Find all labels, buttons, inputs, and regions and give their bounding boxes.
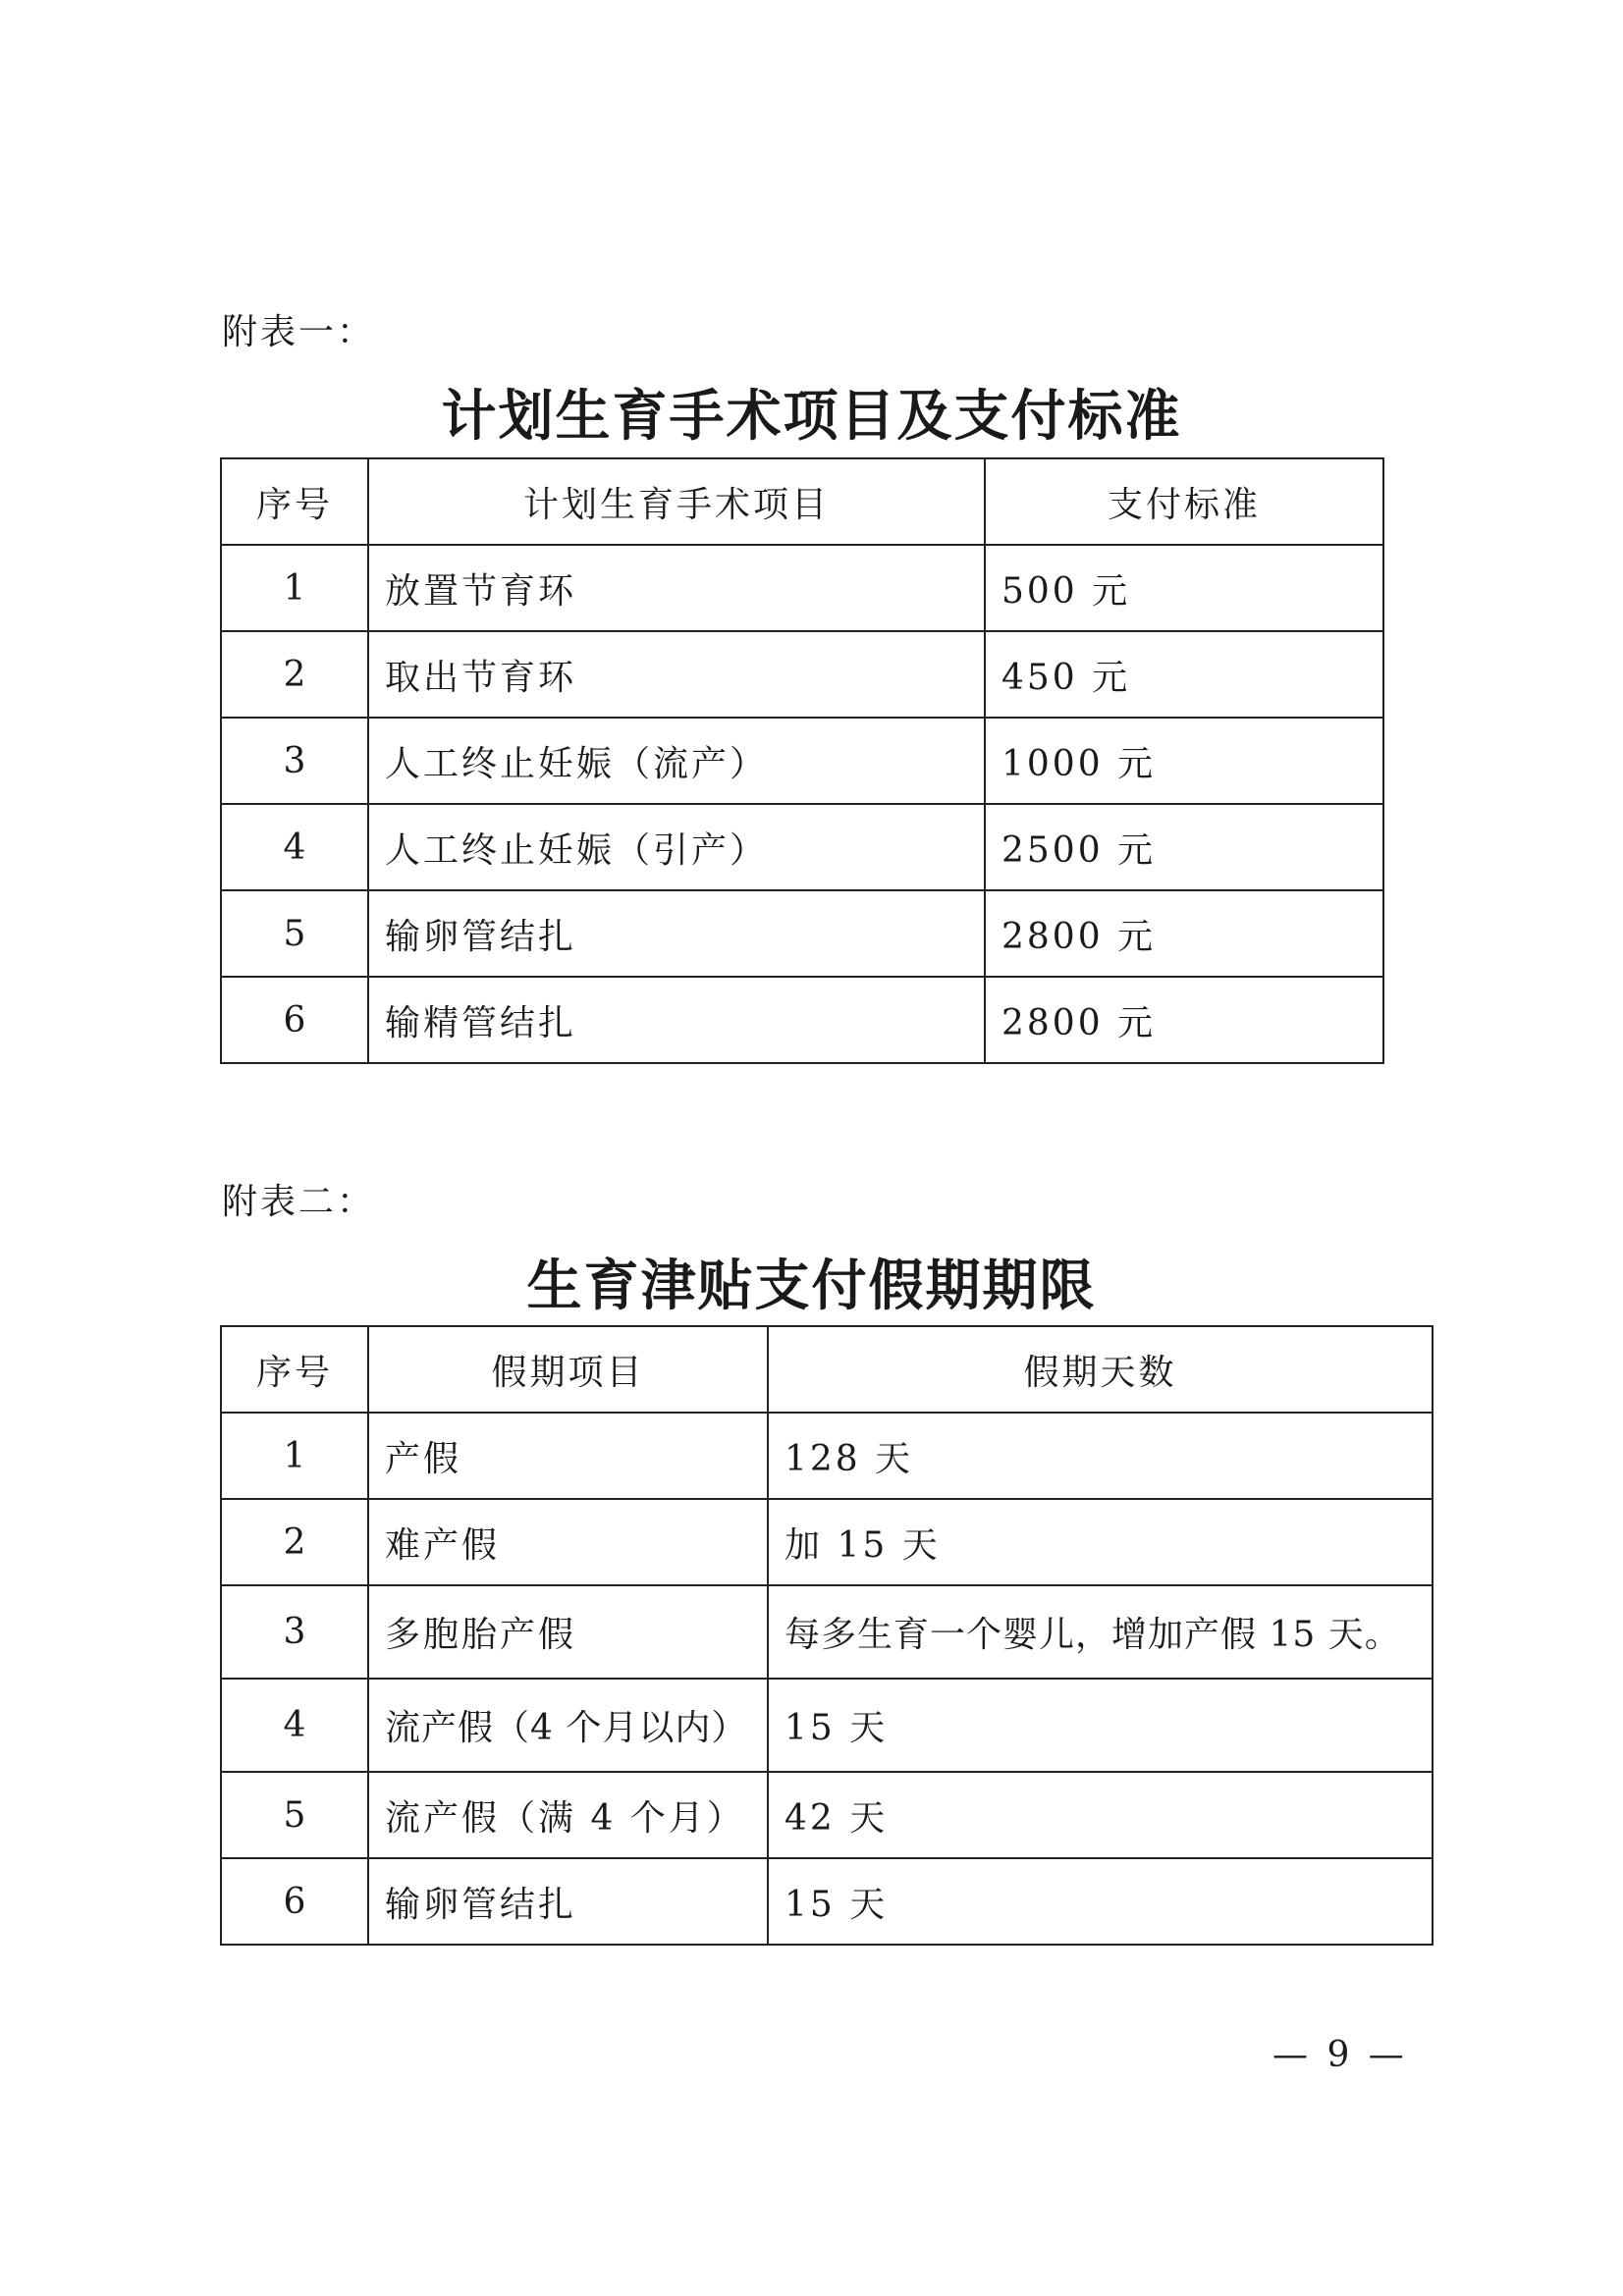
table-row: [221, 718, 1383, 804]
header-index: 序号: [221, 458, 368, 545]
row-index: 4: [221, 804, 368, 890]
table-row: [221, 1413, 1433, 1499]
row-index: 1: [221, 1413, 368, 1499]
row-item: 取出节育环: [368, 631, 985, 718]
row-value: 15 天: [768, 1858, 1433, 1945]
row-item: 输精管结扎: [368, 977, 985, 1063]
row-value: 2500 元: [985, 804, 1383, 890]
row-value: 128 天: [768, 1413, 1433, 1499]
row-item: 输卵管结扎: [368, 890, 985, 977]
row-index: 2: [221, 1499, 368, 1585]
row-item: 输卵管结扎: [368, 1858, 768, 1945]
table-row: [221, 1499, 1433, 1585]
row-index: 5: [221, 890, 368, 977]
row-item: 难产假: [368, 1499, 768, 1585]
table1-label: 附表一：: [222, 312, 376, 352]
table-row: [221, 890, 1383, 977]
table-row: [221, 977, 1383, 1063]
table-row: [221, 1858, 1433, 1945]
row-index: 5: [221, 1772, 368, 1858]
table-row: [221, 545, 1383, 631]
row-item: 放置节育环: [368, 545, 985, 631]
row-item: 人工终止妊娠（流产）: [368, 718, 985, 804]
row-index: 2: [221, 631, 368, 718]
table-row: [221, 804, 1383, 890]
row-index: 1: [221, 545, 368, 631]
table-row: [221, 1772, 1433, 1858]
table2-label: 附表二：: [222, 1182, 376, 1222]
row-item: 人工终止妊娠（引产）: [368, 804, 985, 890]
row-value: 加 15 天: [768, 1499, 1433, 1585]
row-item: 多胞胎产假: [368, 1585, 768, 1679]
row-value: 15 天: [768, 1679, 1433, 1772]
header-payment-standard: 支付标准: [985, 458, 1383, 545]
table1-title: 计划生育手术项目及支付标准: [441, 384, 1182, 449]
table-header-row: [221, 1326, 1433, 1413]
table-row: [221, 1679, 1433, 1772]
table2-title: 生育津贴支付假期期限: [526, 1254, 1097, 1318]
row-index: 6: [221, 977, 368, 1063]
row-value: 1000 元: [985, 718, 1383, 804]
row-value: 500 元: [985, 545, 1383, 631]
header-surgery-item: 计划生育手术项目: [368, 458, 985, 545]
row-value: 每多生育一个婴儿，增加产假 15 天。: [768, 1585, 1433, 1679]
row-value: 2800 元: [985, 977, 1383, 1063]
row-value: 450 元: [985, 631, 1383, 718]
row-value: 42 天: [768, 1772, 1433, 1858]
table-header-row: [221, 458, 1383, 545]
header-leave-days: 假期天数: [768, 1326, 1433, 1413]
page-number: — 9 —: [1272, 2035, 1408, 2075]
header-leave-item: 假期项目: [368, 1326, 768, 1413]
table-row: [221, 1585, 1433, 1679]
table-row: [221, 631, 1383, 718]
surgery-payment-table: [220, 457, 1384, 1064]
row-index: 3: [221, 1585, 368, 1679]
row-item: 产假: [368, 1413, 768, 1499]
row-index: 3: [221, 718, 368, 804]
row-item: 流产假（4 个月以内）: [368, 1679, 768, 1772]
row-index: 4: [221, 1679, 368, 1772]
row-index: 6: [221, 1858, 368, 1945]
maternity-leave-table: [220, 1325, 1434, 1946]
row-item: 流产假（满 4 个月）: [368, 1772, 768, 1858]
header-index: 序号: [221, 1326, 368, 1413]
row-value: 2800 元: [985, 890, 1383, 977]
